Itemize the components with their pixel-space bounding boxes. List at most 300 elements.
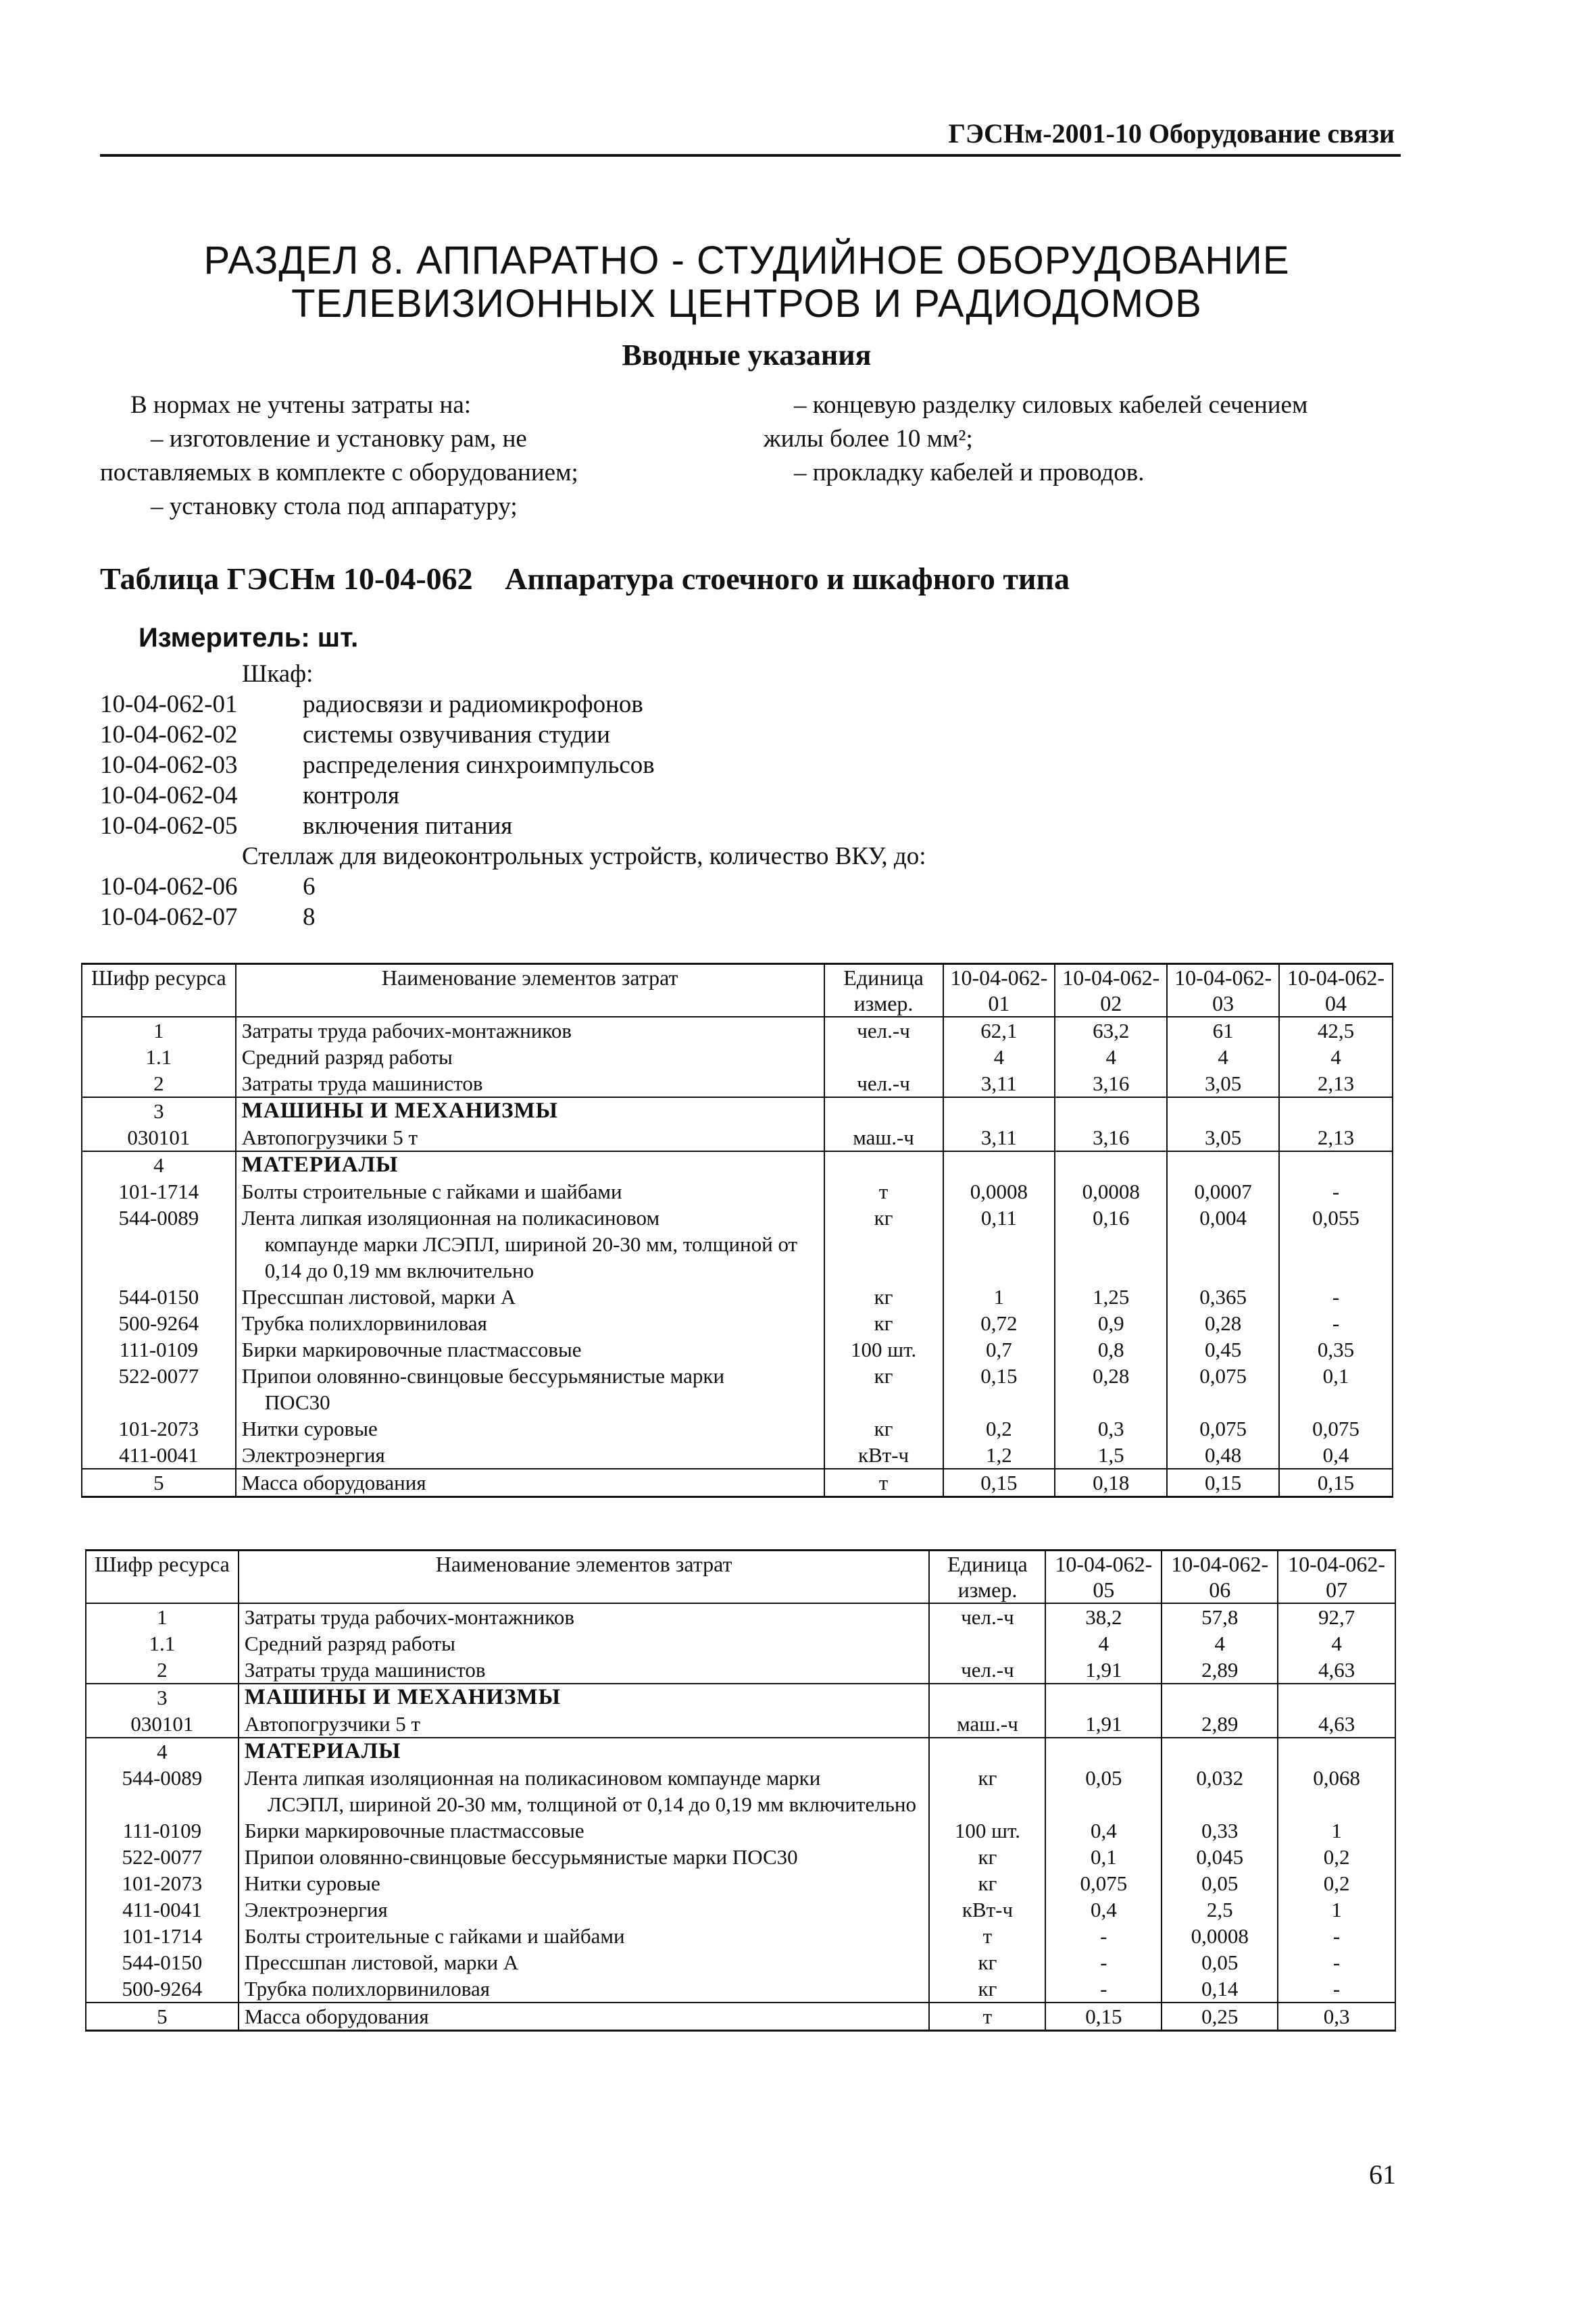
value-cell: 0,16 bbox=[1055, 1205, 1167, 1284]
value-cell: 0,18 bbox=[1055, 1469, 1167, 1497]
cipher-cell: 3 bbox=[86, 1684, 239, 1711]
header-col: 10-04-062-01 bbox=[943, 964, 1055, 1017]
value-cell: 0,28 bbox=[1055, 1363, 1167, 1415]
cipher-cell: 111-0109 bbox=[82, 1336, 236, 1363]
unit-cell: чел.-ч bbox=[929, 1657, 1045, 1684]
cipher-cell: 4 bbox=[86, 1738, 239, 1765]
value-cell: 0,8 bbox=[1055, 1336, 1167, 1363]
value-cell: 0,365 bbox=[1167, 1284, 1279, 1310]
name-cell bbox=[236, 1044, 824, 1070]
name-text: Автопогрузчики 5 т bbox=[241, 1126, 418, 1149]
unit-cell: чел.-ч bbox=[929, 1603, 1045, 1630]
value-cell: - bbox=[1278, 1923, 1395, 1949]
value-cell: 0,15 bbox=[943, 1363, 1055, 1415]
name-cell bbox=[236, 1284, 824, 1310]
cipher-cell: 1.1 bbox=[86, 1630, 239, 1657]
cipher-cell: 5 bbox=[86, 2003, 239, 2031]
value-cell: 1 bbox=[1278, 1817, 1395, 1844]
table-row bbox=[86, 1817, 1395, 1844]
code-list-row bbox=[100, 659, 926, 689]
cipher-cell: 411-0041 bbox=[82, 1442, 236, 1469]
value-cell: 0,4 bbox=[1279, 1442, 1393, 1469]
value-cell: 4 bbox=[1055, 1044, 1167, 1070]
cipher-cell: 522-0077 bbox=[86, 1844, 239, 1870]
intro-left-line: В нормах не учтены затраты на: bbox=[130, 391, 472, 419]
value-cell: 0,05 bbox=[1162, 1870, 1278, 1896]
unit-cell: кг bbox=[824, 1310, 943, 1336]
meter-label: Измеритель: шт. bbox=[139, 623, 359, 653]
value-cell: 0,4 bbox=[1045, 1896, 1162, 1923]
value-cell: 0,2 bbox=[1278, 1844, 1395, 1870]
value-cell: 2,89 bbox=[1162, 1711, 1278, 1738]
name-text: Болты строительные с гайками и шайбами bbox=[244, 1924, 625, 1948]
code-list-code: 10-04-062-04 bbox=[100, 782, 238, 809]
name-text: Припои оловянно-свинцовые бессурьмянистые марки ПОС30 bbox=[244, 1845, 798, 1869]
unit-cell bbox=[824, 1151, 943, 1178]
table-row bbox=[82, 1044, 1393, 1070]
value-cell: - bbox=[1279, 1178, 1393, 1205]
value-cell: - bbox=[1278, 1976, 1395, 2003]
value-cell: 4,63 bbox=[1278, 1711, 1395, 1738]
value-cell: 38,2 bbox=[1045, 1603, 1162, 1630]
name-cell bbox=[236, 1097, 824, 1124]
cipher-cell: 544-0089 bbox=[86, 1765, 239, 1817]
cipher-cell: 2 bbox=[86, 1657, 239, 1684]
name-cell bbox=[236, 1336, 824, 1363]
table-row bbox=[82, 1310, 1393, 1336]
name-cell bbox=[236, 1017, 824, 1044]
value-cell bbox=[1055, 1151, 1167, 1178]
unit-cell: чел.-ч bbox=[824, 1070, 943, 1097]
value-cell: 2,13 bbox=[1279, 1124, 1393, 1151]
code-list-text: включения питания bbox=[303, 812, 513, 840]
header-unit: Единица измер. bbox=[929, 1551, 1045, 1604]
unit-cell: маш.-ч bbox=[824, 1124, 943, 1151]
unit-cell: чел.-ч bbox=[824, 1017, 943, 1044]
name-text: Средний разряд работы bbox=[244, 1632, 455, 1655]
code-list bbox=[100, 659, 926, 932]
table-title-code: Таблица ГЭСНм 10-04-062 bbox=[100, 561, 473, 596]
header-col: 10-04-062-05 bbox=[1045, 1551, 1162, 1604]
section-title-line2: ТЕЛЕВИЗИОННЫХ ЦЕНТРОВ И РАДИОДОМОВ bbox=[291, 282, 1202, 326]
name-cell bbox=[236, 1205, 824, 1284]
value-cell: 3,11 bbox=[943, 1070, 1055, 1097]
table-row bbox=[86, 1684, 1395, 1711]
name-text: Нитки суровые bbox=[244, 1871, 380, 1895]
unit-cell: 100 шт. bbox=[929, 1817, 1045, 1844]
table-row bbox=[86, 2003, 1395, 2031]
section-title-line1: РАЗДЕЛ 8. АППАРАТНО - СТУДИЙНОЕ ОБОРУДОВАНИЕ bbox=[203, 238, 1290, 282]
name-text: Средний разряд работы bbox=[241, 1045, 453, 1069]
value-cell: 1 bbox=[1278, 1896, 1395, 1923]
value-cell: 0,15 bbox=[1167, 1469, 1279, 1497]
value-cell: 0,28 bbox=[1167, 1310, 1279, 1336]
value-cell: 0,05 bbox=[1162, 1949, 1278, 1976]
table-row bbox=[86, 1949, 1395, 1976]
value-cell: 1,91 bbox=[1045, 1711, 1162, 1738]
value-cell: 57,8 bbox=[1162, 1603, 1278, 1630]
value-cell: 0,05 bbox=[1045, 1765, 1162, 1817]
header-col: 10-04-062-02 bbox=[1055, 964, 1167, 1017]
value-cell: 0,72 bbox=[943, 1310, 1055, 1336]
value-cell: 0,33 bbox=[1162, 1817, 1278, 1844]
name-text: МАШИНЫ И МЕХАНИЗМЫ bbox=[241, 1099, 559, 1123]
table-row bbox=[86, 1657, 1395, 1684]
value-cell: 0,11 bbox=[943, 1205, 1055, 1284]
table-row bbox=[82, 1124, 1393, 1151]
value-cell bbox=[1278, 1738, 1395, 1765]
name-cell bbox=[236, 1442, 824, 1469]
cipher-cell: 500-9264 bbox=[86, 1976, 239, 2003]
header-col: 10-04-062-04 bbox=[1279, 964, 1393, 1017]
value-cell: 61 bbox=[1167, 1017, 1279, 1044]
value-cell: 0,25 bbox=[1162, 2003, 1278, 2031]
cipher-cell: 4 bbox=[82, 1151, 236, 1178]
name-text: Трубка полихлорвиниловая bbox=[241, 1311, 487, 1335]
cipher-cell: 411-0041 bbox=[86, 1896, 239, 1923]
unit-cell bbox=[929, 1684, 1045, 1711]
value-cell: 0,1 bbox=[1279, 1363, 1393, 1415]
name-cell bbox=[239, 1684, 930, 1711]
intro-left-line: – установку стола под аппаратуру; bbox=[151, 493, 518, 520]
intro-right-column bbox=[764, 388, 1412, 490]
value-cell bbox=[1278, 1684, 1395, 1711]
code-list-row bbox=[100, 689, 926, 720]
value-cell bbox=[943, 1097, 1055, 1124]
value-cell bbox=[1045, 1738, 1162, 1765]
cipher-cell: 544-0089 bbox=[82, 1205, 236, 1284]
code-list-code: 10-04-062-05 bbox=[100, 812, 238, 840]
code-list-code: 10-04-062-06 bbox=[100, 873, 238, 901]
unit-cell: кг bbox=[824, 1415, 943, 1442]
value-cell: 0,2 bbox=[943, 1415, 1055, 1442]
value-cell: - bbox=[1279, 1284, 1393, 1310]
code-list-text: системы озвучивания студии bbox=[303, 721, 610, 749]
table-row bbox=[86, 1630, 1395, 1657]
value-cell: 62,1 bbox=[943, 1017, 1055, 1044]
table-row bbox=[82, 1336, 1393, 1363]
value-cell: 3,16 bbox=[1055, 1070, 1167, 1097]
name-text: МАТЕРИАЛЫ bbox=[241, 1153, 399, 1177]
value-cell: 1 bbox=[943, 1284, 1055, 1310]
value-cell bbox=[1055, 1097, 1167, 1124]
value-cell: 0,15 bbox=[1279, 1469, 1393, 1497]
code-list-code: 10-04-062-01 bbox=[100, 690, 238, 718]
intro-heading: Вводные указания bbox=[622, 338, 872, 372]
unit-cell: кг bbox=[824, 1363, 943, 1415]
code-list-text: Стеллаж для видеоконтрольных устройств, количество ВКУ, до: bbox=[242, 842, 926, 870]
unit-cell: кг bbox=[929, 1765, 1045, 1817]
value-cell: 3,05 bbox=[1167, 1070, 1279, 1097]
table-row bbox=[82, 1442, 1393, 1469]
value-cell bbox=[1162, 1684, 1278, 1711]
value-cell: 0,004 bbox=[1167, 1205, 1279, 1284]
name-cell bbox=[239, 1896, 930, 1923]
value-cell: 0,0007 bbox=[1167, 1178, 1279, 1205]
code-list-row bbox=[100, 872, 926, 902]
running-header-title: ГЭСНм-2001-10 Оборудование связи bbox=[948, 118, 1395, 149]
name-text: Лента липкая изоляционная на поликасиновом bbox=[241, 1206, 660, 1230]
name-cell bbox=[236, 1151, 824, 1178]
cipher-cell: 522-0077 bbox=[82, 1363, 236, 1415]
value-cell: 0,075 bbox=[1279, 1415, 1393, 1442]
value-cell: 92,7 bbox=[1278, 1603, 1395, 1630]
unit-cell bbox=[929, 1738, 1045, 1765]
unit-cell: кг bbox=[929, 1870, 1045, 1896]
value-cell: 1,25 bbox=[1055, 1284, 1167, 1310]
unit-cell bbox=[824, 1044, 943, 1070]
header-rule bbox=[100, 154, 1401, 157]
value-cell: - bbox=[1045, 1923, 1162, 1949]
unit-cell: кг bbox=[929, 1844, 1045, 1870]
cipher-cell: 3 bbox=[82, 1097, 236, 1124]
table-title-name: Аппаратура стоечного и шкафного типа bbox=[505, 561, 1070, 596]
cipher-cell: 101-1714 bbox=[86, 1923, 239, 1949]
value-cell: 0,045 bbox=[1162, 1844, 1278, 1870]
unit-cell: кг bbox=[824, 1284, 943, 1310]
unit-cell: кг bbox=[824, 1205, 943, 1284]
unit-cell: 100 шт. bbox=[824, 1336, 943, 1363]
value-cell: - bbox=[1045, 1949, 1162, 1976]
name-text: Затраты труда рабочих-монтажников bbox=[241, 1019, 572, 1042]
name-cell bbox=[236, 1070, 824, 1097]
unit-cell: т bbox=[929, 2003, 1045, 2031]
code-list-code: 10-04-062-07 bbox=[100, 903, 238, 931]
name-cell bbox=[239, 1765, 930, 1817]
name-text: МАТЕРИАЛЫ bbox=[244, 1739, 401, 1763]
value-cell: 63,2 bbox=[1055, 1017, 1167, 1044]
norms-table-1 bbox=[81, 963, 1393, 1498]
code-list-code: 10-04-062-03 bbox=[100, 751, 238, 779]
intro-right-line: – прокладку кабелей и проводов. bbox=[794, 459, 1145, 486]
cipher-cell: 111-0109 bbox=[86, 1817, 239, 1844]
value-cell bbox=[943, 1151, 1055, 1178]
name-text: МАШИНЫ И МЕХАНИЗМЫ bbox=[244, 1685, 562, 1709]
value-cell: 0,1 bbox=[1045, 1844, 1162, 1870]
value-cell bbox=[1279, 1151, 1393, 1178]
intro-right-line: жилы более 10 мм²; bbox=[764, 425, 973, 453]
name-continuation: ЛСЭПЛ, шириной 20-30 мм, толщиной от 0,14 до 0,19 мм включительно bbox=[267, 1792, 916, 1816]
code-list-text: 6 bbox=[303, 873, 316, 901]
table-row bbox=[86, 1844, 1395, 1870]
name-text: Затраты труда рабочих-монтажников bbox=[244, 1605, 575, 1629]
value-cell: 0,15 bbox=[1045, 2003, 1162, 2031]
value-cell: 4,63 bbox=[1278, 1657, 1395, 1684]
value-cell: 0,14 bbox=[1162, 1976, 1278, 2003]
value-cell: 0,2 bbox=[1278, 1870, 1395, 1896]
name-cell bbox=[236, 1178, 824, 1205]
table-row bbox=[86, 1976, 1395, 2003]
value-cell bbox=[1162, 1738, 1278, 1765]
name-text: Автопогрузчики 5 т bbox=[244, 1712, 421, 1736]
value-cell: 0,3 bbox=[1278, 2003, 1395, 2031]
value-cell: 4 bbox=[1162, 1630, 1278, 1657]
name-text: Прессшпан листовой, марки А bbox=[241, 1285, 516, 1309]
value-cell bbox=[1045, 1684, 1162, 1711]
code-list-row bbox=[100, 750, 926, 780]
value-cell: 0,45 bbox=[1167, 1336, 1279, 1363]
name-text: Электроэнергия bbox=[244, 1898, 388, 1921]
name-cell bbox=[239, 2003, 930, 2031]
name-continuation: компаунде марки ЛСЭПЛ, шириной 20-30 мм, толщиной от 0,14 до 0,19 мм включительно bbox=[264, 1232, 798, 1282]
table-row bbox=[86, 1711, 1395, 1738]
name-cell bbox=[239, 1738, 930, 1765]
cipher-cell: 101-2073 bbox=[82, 1415, 236, 1442]
header-cipher: Шифр ресурса bbox=[86, 1551, 239, 1604]
value-cell: 0,068 bbox=[1278, 1765, 1395, 1817]
table-row bbox=[82, 1070, 1393, 1097]
value-cell: 4 bbox=[1279, 1044, 1393, 1070]
table-row bbox=[82, 1017, 1393, 1044]
table-row bbox=[82, 1151, 1393, 1178]
table-row bbox=[82, 1469, 1393, 1497]
unit-cell: т bbox=[929, 1923, 1045, 1949]
value-cell: 0,7 bbox=[943, 1336, 1055, 1363]
norms-table-2 bbox=[85, 1549, 1396, 2032]
name-cell bbox=[239, 1976, 930, 2003]
cipher-cell: 101-2073 bbox=[86, 1870, 239, 1896]
code-list-text: радиосвязи и радиомикрофонов bbox=[303, 690, 643, 718]
name-cell bbox=[239, 1949, 930, 1976]
unit-cell bbox=[929, 1630, 1045, 1657]
unit-cell: т bbox=[824, 1469, 943, 1497]
name-cell bbox=[239, 1923, 930, 1949]
value-cell: 0,4 bbox=[1045, 1817, 1162, 1844]
table-row bbox=[86, 1603, 1395, 1630]
value-cell: 0,055 bbox=[1279, 1205, 1393, 1284]
value-cell: 4 bbox=[1045, 1630, 1162, 1657]
header-cipher: Шифр ресурса bbox=[82, 964, 236, 1017]
cipher-cell: 1.1 bbox=[82, 1044, 236, 1070]
name-text: Затраты труда машинистов bbox=[244, 1658, 486, 1682]
name-cell bbox=[236, 1469, 824, 1497]
cipher-cell: 030101 bbox=[86, 1711, 239, 1738]
name-text: Затраты труда машинистов bbox=[241, 1072, 483, 1095]
name-text: Электроэнергия bbox=[241, 1443, 385, 1467]
code-list-row bbox=[100, 780, 926, 811]
name-continuation: ПОС30 bbox=[264, 1390, 330, 1414]
name-cell bbox=[239, 1844, 930, 1870]
name-text: Болты строительные с гайками и шайбами bbox=[241, 1180, 622, 1203]
code-list-row bbox=[100, 811, 926, 841]
cipher-cell: 101-1714 bbox=[82, 1178, 236, 1205]
value-cell: 2,89 bbox=[1162, 1657, 1278, 1684]
code-list-row bbox=[100, 902, 926, 932]
name-text: Масса оборудования bbox=[241, 1471, 426, 1494]
name-cell bbox=[239, 1657, 930, 1684]
name-text: Нитки суровые bbox=[241, 1417, 378, 1440]
table-row bbox=[86, 1923, 1395, 1949]
value-cell: 0,0008 bbox=[1055, 1178, 1167, 1205]
table-row bbox=[82, 1178, 1393, 1205]
value-cell bbox=[1167, 1097, 1279, 1124]
cipher-cell: 2 bbox=[82, 1070, 236, 1097]
table-row bbox=[86, 1896, 1395, 1923]
unit-cell: маш.-ч bbox=[929, 1711, 1045, 1738]
unit-cell: кг bbox=[929, 1949, 1045, 1976]
header-name: Наименование элементов затрат bbox=[239, 1551, 930, 1604]
table-row bbox=[82, 1415, 1393, 1442]
unit-cell: кВт-ч bbox=[824, 1442, 943, 1469]
code-list-code: 10-04-062-02 bbox=[100, 721, 238, 749]
name-cell bbox=[236, 1310, 824, 1336]
code-list-text: распределения синхроимпульсов bbox=[303, 751, 655, 779]
table-row bbox=[82, 1284, 1393, 1310]
value-cell: 0,075 bbox=[1045, 1870, 1162, 1896]
value-cell: 3,05 bbox=[1167, 1124, 1279, 1151]
name-cell bbox=[236, 1363, 824, 1415]
value-cell: 0,075 bbox=[1167, 1363, 1279, 1415]
table-row bbox=[86, 1738, 1395, 1765]
header-name: Наименование элементов затрат bbox=[236, 964, 824, 1017]
value-cell: 1,5 bbox=[1055, 1442, 1167, 1469]
value-cell: 4 bbox=[1278, 1630, 1395, 1657]
table-row bbox=[82, 1097, 1393, 1124]
name-cell bbox=[239, 1603, 930, 1630]
name-text: Лента липкая изоляционная на поликасиновом компаунде марки bbox=[244, 1766, 821, 1790]
table-row bbox=[82, 1363, 1393, 1415]
code-list-text: Шкаф: bbox=[242, 660, 314, 688]
name-cell bbox=[236, 1415, 824, 1442]
value-cell: 0,48 bbox=[1167, 1442, 1279, 1469]
value-cell: 0,032 bbox=[1162, 1765, 1278, 1817]
name-text: Масса оборудования bbox=[244, 2005, 429, 2028]
value-cell: - bbox=[1045, 1976, 1162, 2003]
value-cell: 42,5 bbox=[1279, 1017, 1393, 1044]
name-text: Припои оловянно-свинцовые бессурьмянистые марки bbox=[241, 1364, 725, 1388]
intro-right-line: – концевую разделку силовых кабелей сечением bbox=[794, 391, 1308, 419]
value-cell: 4 bbox=[1167, 1044, 1279, 1070]
unit-cell: кВт-ч bbox=[929, 1896, 1045, 1923]
value-cell: 0,0008 bbox=[943, 1178, 1055, 1205]
value-cell: 0,9 bbox=[1055, 1310, 1167, 1336]
table-title bbox=[100, 561, 1070, 597]
name-text: Трубка полихлорвиниловая bbox=[244, 1977, 490, 2001]
value-cell: - bbox=[1278, 1949, 1395, 1976]
unit-cell: т bbox=[824, 1178, 943, 1205]
name-text: Прессшпан листовой, марки А bbox=[244, 1951, 519, 1974]
value-cell: 0,15 bbox=[943, 1469, 1055, 1497]
table-row bbox=[86, 1765, 1395, 1817]
value-cell: 1,91 bbox=[1045, 1657, 1162, 1684]
header-col: 10-04-062-07 bbox=[1278, 1551, 1395, 1604]
header-col: 10-04-062-03 bbox=[1167, 964, 1279, 1017]
name-text: Бирки маркировочные пластмассовые bbox=[244, 1819, 584, 1842]
header-unit: Единица измер. bbox=[824, 964, 943, 1017]
intro-left-line: – изготовление и установку рам, не bbox=[151, 425, 527, 453]
value-cell: 2,13 bbox=[1279, 1070, 1393, 1097]
cipher-cell: 1 bbox=[82, 1017, 236, 1044]
name-cell bbox=[239, 1870, 930, 1896]
intro-left-line: поставляемых в комплекте с оборудованием; bbox=[100, 459, 578, 486]
page-number: 61 bbox=[1369, 2159, 1396, 2190]
value-cell: 0,075 bbox=[1167, 1415, 1279, 1442]
name-cell bbox=[239, 1711, 930, 1738]
value-cell: 4 bbox=[943, 1044, 1055, 1070]
unit-cell bbox=[824, 1097, 943, 1124]
value-cell: 3,16 bbox=[1055, 1124, 1167, 1151]
header-col: 10-04-062-06 bbox=[1162, 1551, 1278, 1604]
value-cell: 1,2 bbox=[943, 1442, 1055, 1469]
cipher-cell: 5 bbox=[82, 1469, 236, 1497]
value-cell: 0,35 bbox=[1279, 1336, 1393, 1363]
value-cell: 0,3 bbox=[1055, 1415, 1167, 1442]
value-cell: 2,5 bbox=[1162, 1896, 1278, 1923]
value-cell: 0,0008 bbox=[1162, 1923, 1278, 1949]
cipher-cell: 500-9264 bbox=[82, 1310, 236, 1336]
value-cell: 3,11 bbox=[943, 1124, 1055, 1151]
cipher-cell: 030101 bbox=[82, 1124, 236, 1151]
